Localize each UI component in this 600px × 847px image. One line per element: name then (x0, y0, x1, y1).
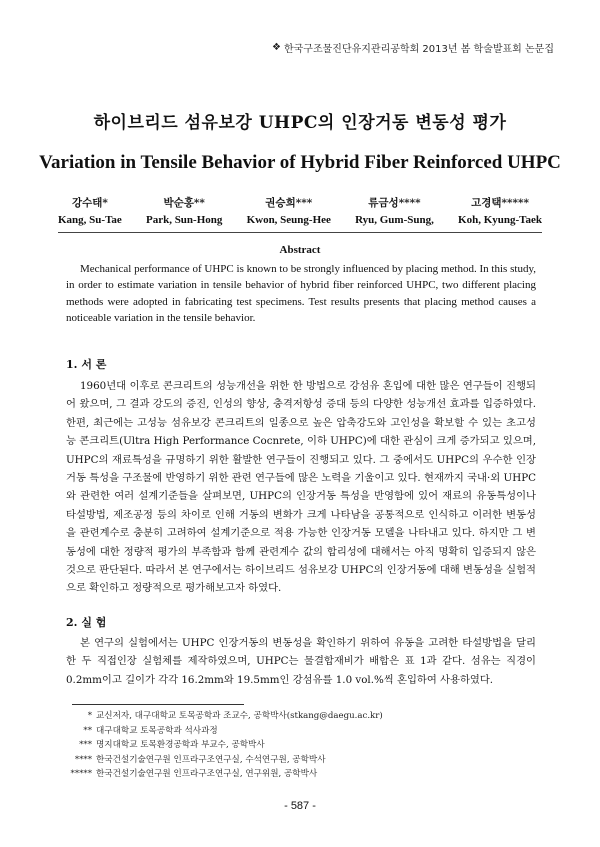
footnote (66, 753, 536, 768)
author-name-en: Kang, Su-Tae (58, 214, 122, 226)
author-1 (58, 195, 122, 229)
author-2 (146, 195, 222, 229)
abstract-heading: Abstract (279, 244, 321, 256)
author-list (58, 195, 542, 229)
english-title: Variation in Tensile Behavior of Hybrid Fiber Reinforced UHPC (39, 152, 561, 173)
author-3 (247, 195, 331, 229)
korean-title: 하이브리드 섬유보강 UHPC의 인장거동 변동성 평가 (93, 113, 507, 133)
author-name-kr: 류금성**** (368, 197, 421, 209)
author-name-kr: 강수태* (71, 197, 108, 209)
author-name-en: Park, Sun-Hong (145, 214, 223, 226)
footnote-mark: ***** (70, 769, 92, 780)
footnote-mark: * (87, 711, 92, 721)
footnote (66, 724, 536, 739)
footnote-mark: *** (79, 740, 92, 751)
abstract-text: Mechanical performance of UHPC is known to be strongly influenced by placing method. In this study, in order to estimate variation in tensile behavior of hybrid fiber reinforced UHPC, two different placing methods were adopted in fabricating test specimens. Test results presents that placing method causes a noticeable variation in the tensile behavior. (66, 263, 536, 324)
footnote-text: 한국건설기술연구원 인프라구조연구실, 연구위원, 공학박사 (96, 769, 318, 780)
diamond-bullet-icon: ❖ (272, 42, 281, 53)
footnotes (66, 709, 536, 782)
section-heading-introduction: 1. 서 론 (66, 358, 107, 371)
section-heading-experiment: 2. 실 험 (66, 616, 107, 629)
experiment-paragraph: 본 연구의 실험에서는 UHPC 인장거동의 변동성을 확인하기 위하여 유동을 고려한 타설방법을 달리한 두 직접인장 실험체를 제작하였으며, UHPC는 물결합재비가 배합은 표 1과 같다. 섬유는 직경이 0.2mm이고 길이가 각각 16.2mm와 19.5mm인 강섬유를 1.0 vol.%씩 혼입하여 사용하였다. (66, 637, 536, 686)
author-name-kr: 박순홍** (163, 197, 205, 209)
footnote-text: 명지대학교 토목환경공학과 부교수, 공학박사 (96, 740, 265, 751)
author-4 (355, 195, 434, 229)
footnote (66, 767, 536, 782)
introduction-paragraph: 1960년대 이후로 콘크리트의 성능개선을 위한 한 방법으로 강섬유 혼입에 대한 많은 연구들이 진행되어 왔으며, 그 결과 강도의 증진, 인성의 향상, 충격저항성 증대 등의 다양한 성능개선 효과를 입증하였다. 한편, 최근에는 고성능 섬유보강 콘크리트의 일종으로 높은 압축강도와 고인성을 확보할 수 있는 초고성능 콘크리트(Ultra High Performance Cocnrete, 이하 UHPC)에 대한 관심이 크게 증가되고 있으며, UHPC의 재료특성을 규명하기 위한 활발한 연구들이 진행되고 있다. 그 중에서도 UHPC의 우수한 인장거동 특성을 구조물에 반영하기 위한 관련 연구들에 많은 노력을 기울이고 있다. 현재까지 국내·외 UHPC와 관련한 여러 설계기준들을 살펴보면, UHPC의 인장거동 특성을 반영함에 있어 재료의 유동특성이나 타설방법, 제조공정 등의 차이로 인해 거동의 변화가 크게 나타남을 공통적으로 인식하고 이러한 변동성을 관련계수로 충분히 고려하여 설계기준으로 적용 가능한 인장거동 모델을 나타내고 있다. 하지만 그 변동성에 대한 정량적 평가의 부족함과 함께 관련계수 값의 합리성에 대해서는 아직 명확히 입증되지 않은 것으로 판단된다. 따라서 본 연구에서는 하이브리드 섬유보강 UHPC의 인장거동에 대해 변동성을 실험적으로 확인하고 정량적으로 평가해보고자 하였다. (66, 380, 536, 595)
author-name-kr: 권승희*** (265, 197, 313, 209)
author-name-en: Koh, Kyung-Taek (458, 214, 542, 226)
author-name-en: Kwon, Seung-Hee (246, 214, 331, 226)
author-name-en: Ryu, Gum-Sung, (355, 214, 434, 226)
footnote (66, 709, 536, 724)
footnote-divider (72, 704, 244, 705)
author-name-kr: 고경택***** (471, 197, 529, 209)
page-number: - 587 - (284, 800, 316, 812)
footnote-mark: ** (83, 725, 92, 736)
footnote (66, 738, 536, 753)
running-header-text: 한국구조물진단유지관리공학회 2013년 봄 학술발표회 논문집 (283, 44, 554, 55)
footnote-mark: **** (74, 754, 92, 765)
author-5 (458, 195, 542, 229)
footnote-text: 한국건설기술연구원 인프라구조연구실, 수석연구원, 공학박사 (96, 754, 326, 765)
running-header (272, 40, 554, 55)
footnote-text: 대구대학교 토목공학과 석사과정 (96, 725, 218, 736)
title-divider (58, 232, 542, 233)
footnote-text: 교신저자, 대구대학교 토목공학과 조교수, 공학박사(stkang@daegu.ac.kr) (96, 711, 383, 721)
